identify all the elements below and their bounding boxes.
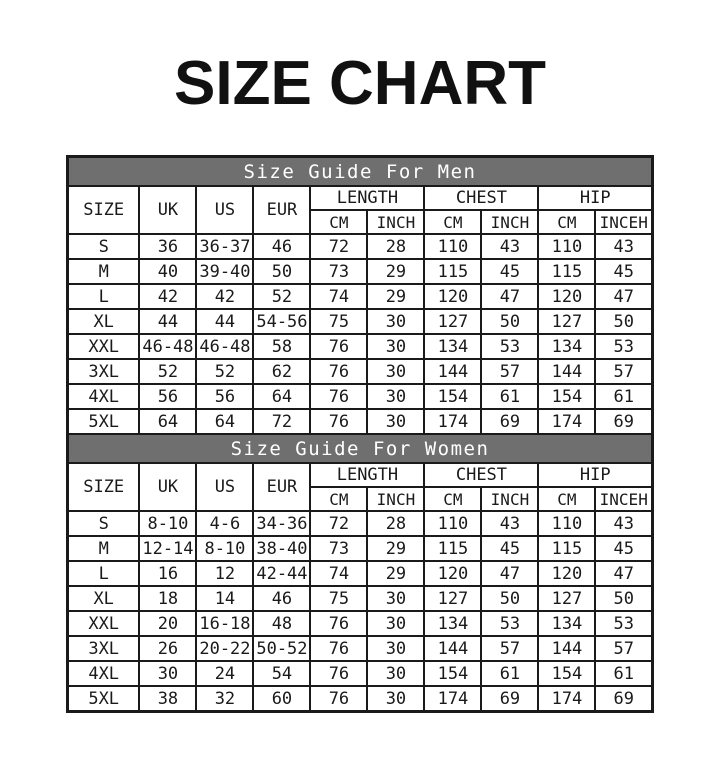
men-col-uk: UK (139, 186, 196, 234)
men-table-body (67, 234, 652, 434)
table-row (67, 561, 652, 586)
value-cell: 43 (481, 511, 538, 536)
value-cell: 115 (424, 259, 481, 284)
value-cell: 20 (139, 611, 196, 636)
size-cell: 4XL (67, 661, 139, 686)
size-cell: XL (67, 586, 139, 611)
size-cell: 3XL (67, 359, 139, 384)
men-col-chest: CHEST (424, 186, 538, 210)
table-row (67, 536, 652, 561)
value-cell: 154 (424, 661, 481, 686)
men-col-eur: EUR (253, 186, 310, 234)
value-cell: 42-44 (253, 561, 310, 586)
value-cell: 54 (253, 661, 310, 686)
table-row (67, 686, 652, 712)
value-cell: 75 (310, 309, 367, 334)
table-row (67, 334, 652, 359)
value-cell: 110 (538, 234, 595, 259)
value-cell: 64 (253, 384, 310, 409)
value-cell: 30 (367, 611, 424, 636)
value-cell: 36 (139, 234, 196, 259)
value-cell: 29 (367, 284, 424, 309)
value-cell: 69 (595, 686, 652, 712)
value-cell: 45 (595, 259, 652, 284)
value-cell: 61 (595, 384, 652, 409)
value-cell: 46 (253, 234, 310, 259)
value-cell: 44 (196, 309, 253, 334)
value-cell: 76 (310, 409, 367, 434)
value-cell: 57 (595, 359, 652, 384)
value-cell: 76 (310, 359, 367, 384)
men-section-header (67, 157, 652, 235)
men-col-length-cm: CM (310, 210, 367, 234)
value-cell: 29 (367, 561, 424, 586)
men-header-row (67, 186, 652, 210)
value-cell: 144 (424, 636, 481, 661)
value-cell: 174 (424, 409, 481, 434)
value-cell: 154 (424, 384, 481, 409)
value-cell: 30 (367, 661, 424, 686)
table-row (67, 661, 652, 686)
value-cell: 134 (424, 611, 481, 636)
value-cell: 110 (424, 511, 481, 536)
women-section-bar (67, 434, 652, 463)
value-cell: 40 (139, 259, 196, 284)
value-cell: 52 (253, 284, 310, 309)
value-cell: 69 (595, 409, 652, 434)
value-cell: 28 (367, 511, 424, 536)
women-col-size: SIZE (67, 463, 139, 511)
value-cell: 53 (481, 334, 538, 359)
value-cell: 47 (595, 284, 652, 309)
value-cell: 120 (538, 284, 595, 309)
value-cell: 72 (310, 234, 367, 259)
value-cell: 42 (139, 284, 196, 309)
value-cell: 36-37 (196, 234, 253, 259)
value-cell: 127 (424, 309, 481, 334)
value-cell: 30 (367, 636, 424, 661)
women-col-length: LENGTH (310, 463, 424, 487)
men-col-size: SIZE (67, 186, 139, 234)
value-cell: 75 (310, 586, 367, 611)
value-cell: 30 (367, 686, 424, 712)
value-cell: 57 (481, 636, 538, 661)
value-cell: 115 (424, 536, 481, 561)
size-cell: M (67, 536, 139, 561)
value-cell: 134 (538, 611, 595, 636)
value-cell: 76 (310, 611, 367, 636)
men-col-hip-inch: INCEH (595, 210, 652, 234)
men-col-chest-cm: CM (424, 210, 481, 234)
men-section-bar (67, 157, 652, 187)
women-col-hip-inch: INCEH (595, 487, 652, 511)
value-cell: 174 (424, 686, 481, 712)
men-col-chest-inch: INCH (481, 210, 538, 234)
women-col-hip-cm: CM (538, 487, 595, 511)
women-table-body (67, 511, 652, 712)
size-cell: S (67, 234, 139, 259)
page-title: SIZE CHART (174, 49, 546, 118)
value-cell: 46-48 (196, 334, 253, 359)
men-col-us: US (196, 186, 253, 234)
value-cell: 30 (367, 384, 424, 409)
value-cell: 120 (424, 561, 481, 586)
value-cell: 39-40 (196, 259, 253, 284)
value-cell: 54-56 (253, 309, 310, 334)
value-cell: 45 (481, 259, 538, 284)
table-row (67, 259, 652, 284)
value-cell: 57 (481, 359, 538, 384)
value-cell: 144 (538, 359, 595, 384)
size-chart-table (66, 155, 654, 713)
value-cell: 53 (481, 611, 538, 636)
value-cell: 72 (310, 511, 367, 536)
value-cell: 154 (538, 384, 595, 409)
value-cell: 18 (139, 586, 196, 611)
value-cell: 115 (538, 259, 595, 284)
value-cell: 52 (196, 359, 253, 384)
value-cell: 30 (367, 359, 424, 384)
value-cell: 30 (367, 309, 424, 334)
value-cell: 42 (196, 284, 253, 309)
value-cell: 53 (595, 334, 652, 359)
value-cell: 69 (481, 686, 538, 712)
table-row (67, 409, 652, 434)
value-cell: 30 (367, 409, 424, 434)
value-cell: 26 (139, 636, 196, 661)
value-cell: 47 (481, 284, 538, 309)
table-row (67, 586, 652, 611)
women-section-title: Size Guide For Women (67, 434, 652, 463)
women-header-row (67, 463, 652, 487)
value-cell: 38-40 (253, 536, 310, 561)
value-cell: 12-14 (139, 536, 196, 561)
value-cell: 120 (424, 284, 481, 309)
women-col-length-inch: INCH (367, 487, 424, 511)
size-cell: 3XL (67, 636, 139, 661)
value-cell: 144 (538, 636, 595, 661)
size-cell: 5XL (67, 409, 139, 434)
table-row (67, 384, 652, 409)
value-cell: 48 (253, 611, 310, 636)
size-cell: 5XL (67, 686, 139, 712)
women-col-chest: CHEST (424, 463, 538, 487)
value-cell: 76 (310, 384, 367, 409)
value-cell: 144 (424, 359, 481, 384)
value-cell: 58 (253, 334, 310, 359)
value-cell: 76 (310, 334, 367, 359)
value-cell: 72 (253, 409, 310, 434)
women-col-length-cm: CM (310, 487, 367, 511)
table-row (67, 511, 652, 536)
value-cell: 76 (310, 661, 367, 686)
value-cell: 127 (424, 586, 481, 611)
value-cell: 61 (481, 384, 538, 409)
size-cell: M (67, 259, 139, 284)
value-cell: 38 (139, 686, 196, 712)
table-row (67, 636, 652, 661)
value-cell: 50-52 (253, 636, 310, 661)
women-col-uk: UK (139, 463, 196, 511)
men-section-title: Size Guide For Men (67, 157, 652, 187)
women-section-header (67, 434, 652, 511)
value-cell: 110 (538, 511, 595, 536)
table-row (67, 611, 652, 636)
value-cell: 34-36 (253, 511, 310, 536)
value-cell: 73 (310, 259, 367, 284)
value-cell: 46-48 (139, 334, 196, 359)
size-cell: 4XL (67, 384, 139, 409)
size-cell: L (67, 561, 139, 586)
men-col-hip-cm: CM (538, 210, 595, 234)
value-cell: 56 (139, 384, 196, 409)
size-cell: S (67, 511, 139, 536)
women-col-eur: EUR (253, 463, 310, 511)
women-col-us: US (196, 463, 253, 511)
men-col-length-inch: INCH (367, 210, 424, 234)
value-cell: 61 (481, 661, 538, 686)
value-cell: 76 (310, 686, 367, 712)
value-cell: 50 (595, 309, 652, 334)
value-cell: 50 (481, 586, 538, 611)
value-cell: 174 (538, 686, 595, 712)
value-cell: 174 (538, 409, 595, 434)
value-cell: 45 (595, 536, 652, 561)
value-cell: 73 (310, 536, 367, 561)
value-cell: 69 (481, 409, 538, 434)
value-cell: 50 (481, 309, 538, 334)
value-cell: 61 (595, 661, 652, 686)
value-cell: 115 (538, 536, 595, 561)
value-cell: 50 (595, 586, 652, 611)
value-cell: 127 (538, 309, 595, 334)
value-cell: 57 (595, 636, 652, 661)
value-cell: 46 (253, 586, 310, 611)
value-cell: 24 (196, 661, 253, 686)
men-col-hip: HIP (538, 186, 652, 210)
value-cell: 30 (367, 334, 424, 359)
value-cell: 74 (310, 561, 367, 586)
value-cell: 62 (253, 359, 310, 384)
value-cell: 134 (424, 334, 481, 359)
value-cell: 32 (196, 686, 253, 712)
table-row (67, 284, 652, 309)
value-cell: 16 (139, 561, 196, 586)
value-cell: 28 (367, 234, 424, 259)
value-cell: 50 (253, 259, 310, 284)
women-col-chest-inch: INCH (481, 487, 538, 511)
women-col-chest-cm: CM (424, 487, 481, 511)
value-cell: 4-6 (196, 511, 253, 536)
value-cell: 64 (139, 409, 196, 434)
value-cell: 8-10 (196, 536, 253, 561)
value-cell: 64 (196, 409, 253, 434)
men-col-length: LENGTH (310, 186, 424, 210)
value-cell: 56 (196, 384, 253, 409)
value-cell: 45 (481, 536, 538, 561)
value-cell: 30 (139, 661, 196, 686)
value-cell: 52 (139, 359, 196, 384)
value-cell: 43 (595, 234, 652, 259)
value-cell: 14 (196, 586, 253, 611)
table-row (67, 309, 652, 334)
value-cell: 53 (595, 611, 652, 636)
value-cell: 43 (481, 234, 538, 259)
value-cell: 76 (310, 636, 367, 661)
value-cell: 8-10 (139, 511, 196, 536)
value-cell: 30 (367, 586, 424, 611)
value-cell: 44 (139, 309, 196, 334)
value-cell: 134 (538, 334, 595, 359)
value-cell: 74 (310, 284, 367, 309)
size-cell: XXL (67, 611, 139, 636)
value-cell: 110 (424, 234, 481, 259)
value-cell: 47 (481, 561, 538, 586)
value-cell: 29 (367, 536, 424, 561)
value-cell: 154 (538, 661, 595, 686)
women-col-hip: HIP (538, 463, 652, 487)
size-cell: L (67, 284, 139, 309)
value-cell: 29 (367, 259, 424, 284)
value-cell: 47 (595, 561, 652, 586)
table-row (67, 359, 652, 384)
value-cell: 16-18 (196, 611, 253, 636)
value-cell: 20-22 (196, 636, 253, 661)
value-cell: 43 (595, 511, 652, 536)
size-cell: XL (67, 309, 139, 334)
value-cell: 60 (253, 686, 310, 712)
table-row (67, 234, 652, 259)
size-cell: XXL (67, 334, 139, 359)
value-cell: 127 (538, 586, 595, 611)
value-cell: 12 (196, 561, 253, 586)
value-cell: 120 (538, 561, 595, 586)
